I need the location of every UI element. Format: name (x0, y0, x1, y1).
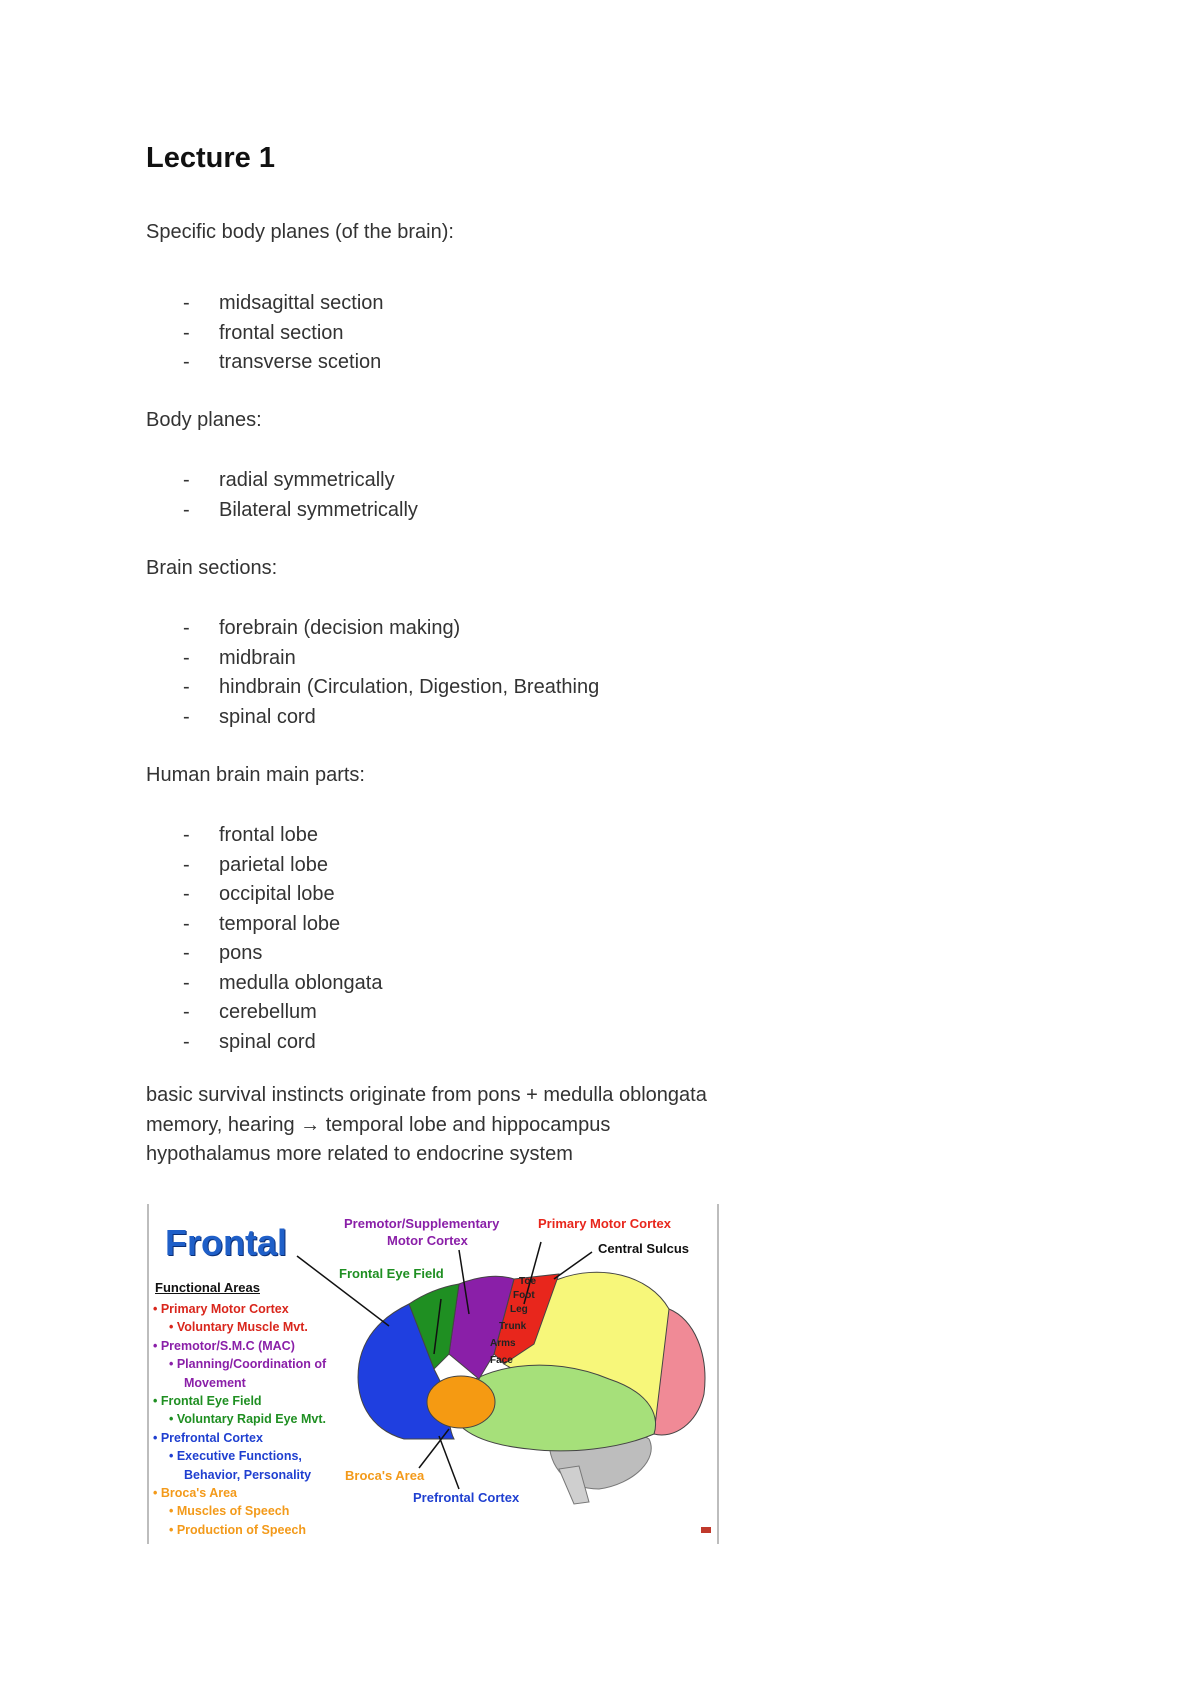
corner-mark (701, 1527, 711, 1533)
list-brain-main-parts (146, 821, 382, 1057)
list-body-planes (146, 466, 418, 525)
functional-area-item: • Production of Speech (169, 1522, 307, 1537)
label-premotor: Premotor/Supplementary (344, 1216, 500, 1231)
label-frontal-eye-field: Frontal Eye Field (339, 1266, 444, 1281)
functional-area-item: • Premotor/S.M.C (MAC) (153, 1338, 295, 1353)
list-item: - parietal lobe (183, 853, 328, 876)
homunculus-label: Leg (510, 1304, 528, 1315)
list-item: - Bilateral symmetrically (183, 498, 418, 521)
list-item: - spinal cord (183, 1030, 316, 1053)
functional-area-item: • Frontal Eye Field (153, 1393, 262, 1408)
label-central-sulcus: Central Sulcus (598, 1241, 690, 1256)
list-item: - temporal lobe (183, 912, 341, 935)
list-item: - cerebellum (183, 1001, 317, 1023)
page-title: Lecture 1 (146, 142, 275, 174)
functional-area-item: • Prefrontal Cortex (153, 1430, 263, 1445)
list-item: - transverse scetion (183, 351, 382, 373)
label-prefrontal-cortex: Prefrontal Cortex (413, 1490, 520, 1505)
figure-title: Frontal (165, 1222, 287, 1263)
list-item: - frontal lobe (183, 824, 318, 846)
section-heading-brain-main-parts: Human brain main parts: (146, 764, 365, 786)
list-body-planes-brain (146, 289, 384, 378)
list-item: - frontal section (183, 321, 344, 344)
label-primary-motor-cortex: Primary Motor Cortex (538, 1216, 671, 1231)
functional-area-item: • Broca's Area (153, 1485, 238, 1500)
functional-area-item: • Planning/Coordination of (169, 1357, 327, 1372)
note-line: basic survival instincts originate from pons + medulla oblongata (146, 1084, 707, 1106)
list-brain-sections (146, 614, 599, 732)
homunculus-label: Foot (513, 1290, 535, 1301)
section-heading-brain-sections: Brain sections: (146, 557, 278, 579)
functional-area-item: • Voluntary Rapid Eye Mvt. (169, 1412, 326, 1427)
section-heading-body-planes: Body planes: (146, 409, 262, 431)
homunculus-label: Arms (490, 1338, 516, 1349)
homunculus-label: Trunk (499, 1321, 527, 1332)
label-brocas-area: Broca's Area (345, 1468, 425, 1483)
label-premotor-line2: Motor Cortex (387, 1233, 468, 1248)
functional-area-item: • Primary Motor Cortex (153, 1302, 289, 1316)
section-heading-body-planes-brain: Specific body planes (of the brain): (146, 221, 454, 243)
frontal-lobe-figure (147, 1204, 719, 1544)
functional-area-item: • Voluntary Muscle Mvt. (169, 1320, 308, 1335)
list-item: - pons (183, 942, 263, 964)
functional-area-item: • Muscles of Speech (169, 1504, 290, 1519)
notes-paragraph (146, 1081, 707, 1170)
homunculus-label: Toe (519, 1276, 537, 1287)
list-item: - medulla oblongata (183, 971, 383, 994)
note-line: memory, hearing → temporal lobe and hippocampus (146, 1113, 611, 1136)
homunculus-label: Face (490, 1355, 513, 1366)
list-item: - spinal cord (183, 705, 316, 728)
note-line: hypothalamus more related to endocrine system (146, 1143, 573, 1165)
functional-areas-list (153, 1300, 326, 1539)
functional-area-item: Behavior, Personality (184, 1467, 312, 1482)
functional-area-item: • Executive Functions, (169, 1449, 302, 1464)
list-item: - midbrain (183, 646, 296, 669)
list-item: - occipital lobe (183, 883, 335, 905)
list-item: - forebrain (decision making) (183, 617, 461, 639)
functional-area-item: Movement (184, 1375, 246, 1390)
functional-areas-title: Functional Areas (155, 1280, 260, 1295)
list-item: - hindbrain (Circulation, Digestion, Breathing (183, 676, 600, 698)
brocas-area-region (427, 1376, 495, 1428)
list-item: - radial symmetrically (183, 469, 395, 491)
list-item: - midsagittal section (183, 292, 384, 314)
pointer-line (439, 1436, 459, 1489)
